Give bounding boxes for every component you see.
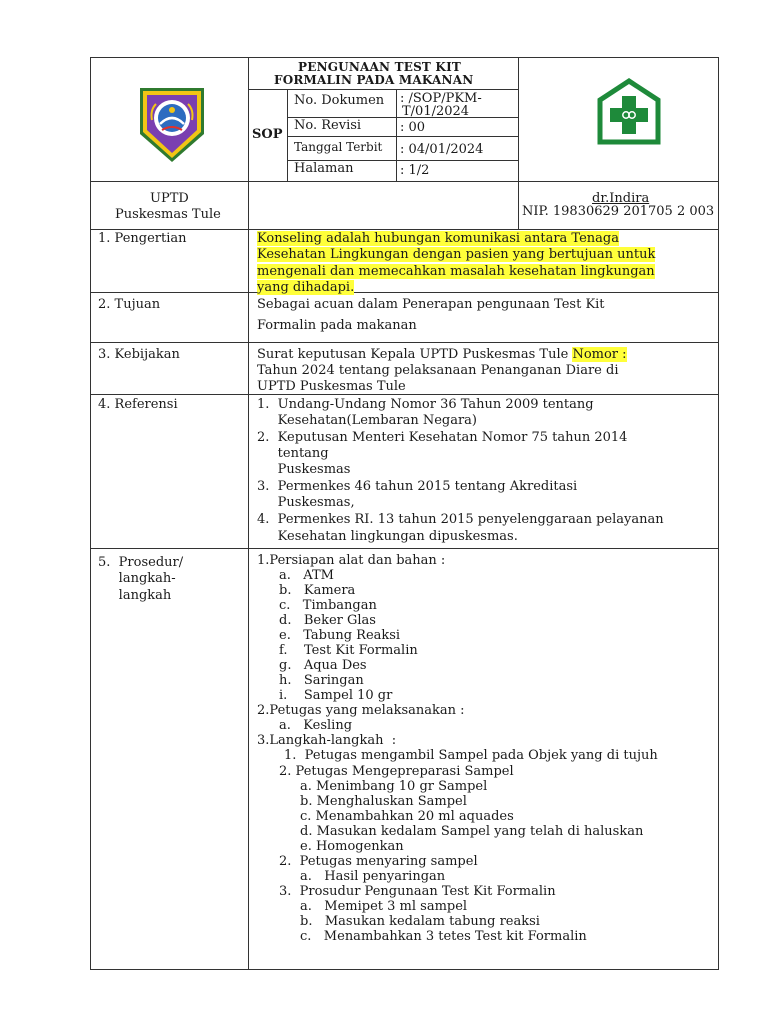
referensi-item: Kesehatan(Lembaran Negara)	[257, 413, 477, 428]
prosedur-heading: 1.Persiapan alat dan bahan :	[257, 553, 446, 568]
prosedur-substep: c. Menambahkan 3 tetes Test kit Formalin	[300, 929, 587, 944]
prosedur-step: 3. Prosudur Pengunaan Test Kit Formalin	[279, 884, 556, 899]
prosedur-item: c. Timbangan	[279, 598, 377, 613]
field-value-tanggal-terbit: : 04/01/2024	[400, 142, 484, 157]
pengertian-text: Kesehatan Lingkungan dengan pasien yang bertujuan untuk	[257, 247, 656, 262]
kebijakan-text: UPTD Puskesmas Tule	[257, 379, 406, 394]
divider	[90, 229, 719, 230]
referensi-item: 1. Undang-Undang Nomor 36 Tahun 2009 tentang	[257, 397, 594, 412]
table-border-right	[718, 57, 719, 970]
pengertian-text: yang dihadapi.	[257, 280, 355, 295]
tujuan-text: Sebagai acuan dalam Penerapan pengunaan Test Kit	[257, 297, 605, 312]
table-border-top	[90, 57, 719, 58]
table-border-left	[90, 57, 91, 970]
prosedur-heading: 3.Langkah-langkah :	[257, 733, 397, 748]
field-value-halaman: : 1/2	[400, 163, 430, 178]
divider	[90, 548, 719, 549]
pengertian-text: mengenali dan memecahkan masalah kesehatan lingkungan	[257, 264, 655, 279]
prosedur-item: g. Aqua Des	[279, 658, 367, 673]
referensi-item: tentang	[257, 446, 329, 461]
signer-nip: NIP. 19830629 201705 2 003	[522, 204, 715, 219]
prosedur-heading: 2.Petugas yang melaksanakan :	[257, 703, 465, 718]
section-label-pengertian: 1. Pengertian	[98, 231, 187, 246]
prosedur-substep: d. Masukan kedalam Sampel yang telah di haluskan	[300, 824, 644, 839]
prosedur-substep: b. Menghaluskan Sampel	[300, 794, 467, 809]
divider	[248, 89, 518, 90]
prosedur-step: 2. Petugas menyaring sampel	[279, 854, 478, 869]
table-border-bottom	[90, 969, 719, 970]
sop-label: SOP	[252, 127, 283, 142]
field-label-halaman: Halaman	[294, 161, 354, 176]
field-label-tanggal-terbit: Tanggal Terbit	[294, 140, 383, 154]
tujuan-text: Formalin pada makanan	[257, 318, 417, 333]
prosedur-step: 1. Petugas mengambil Sampel pada Objek yang di tujuh	[284, 748, 658, 763]
referensi-item: 4. Permenkes RI. 13 tahun 2015 penyelenggaraan pelayanan	[257, 512, 664, 527]
prosedur-substep: c. Menambahkan 20 ml aquades	[300, 809, 514, 824]
prosedur-item: f. Test Kit Formalin	[279, 643, 418, 658]
prosedur-substep: e. Homogenkan	[300, 839, 404, 854]
prosedur-step: 2. Petugas Mengepreparasi Sampel	[279, 764, 514, 779]
pengertian-text: Konseling adalah hubungan komunikasi antara Tenaga	[257, 231, 619, 246]
section-label-tujuan: 2. Tujuan	[98, 297, 161, 312]
regional-crest-logo	[134, 84, 210, 164]
field-label-no-dokumen: No. Dokumen	[294, 93, 385, 108]
divider	[90, 342, 719, 343]
prosedur-item: i. Sampel 10 gr	[279, 688, 393, 703]
field-value-no-dokumen: : /SOP/PKM-	[400, 91, 482, 106]
kebijakan-text: Tahun 2024 tentang pelaksanaan Penanganan Diare di	[257, 363, 619, 378]
document-title-line2: FORMALIN PADA MAKANAN	[274, 73, 474, 87]
divider	[287, 89, 288, 181]
divider	[90, 292, 719, 293]
prosedur-substep: a. Memipet 3 ml sampel	[300, 899, 468, 914]
section-label-referensi: 4. Referensi	[98, 397, 178, 412]
referensi-item: 3. Permenkes 46 tahun 2015 tentang Akreditasi	[257, 479, 578, 494]
field-value-no-dokumen-cont: T/01/2024	[402, 104, 470, 119]
org-name-line1: UPTD	[150, 191, 189, 206]
divider	[287, 136, 518, 137]
org-name-line2: Puskesmas Tule	[115, 207, 221, 222]
prosedur-substep: a. Menimbang 10 gr Sampel	[300, 779, 488, 794]
prosedur-item: h. Saringan	[279, 673, 364, 688]
field-label-no-revisi: No. Revisi	[294, 118, 362, 133]
prosedur-item: e. Tabung Reaksi	[279, 628, 401, 643]
referensi-item: Puskesmas	[257, 462, 351, 477]
referensi-item: Kesehatan lingkungan dipuskesmas.	[257, 529, 518, 544]
field-value-no-revisi: : 00	[400, 120, 426, 135]
prosedur-substep: a. Hasil penyaringan	[300, 869, 446, 884]
prosedur-item: a. Kesling	[279, 718, 353, 733]
prosedur-item: d. Beker Glas	[279, 613, 376, 628]
prosedur-substep: b. Masukan kedalam tabung reaksi	[300, 914, 540, 929]
puskesmas-logo	[596, 78, 662, 146]
referensi-item: 2. Keputusan Menteri Kesehatan Nomor 75 tahun 2014	[257, 430, 628, 445]
prosedur-item: b. Kamera	[279, 583, 356, 598]
section-label-prosedur: 5. Prosedur/	[98, 555, 184, 570]
kebijakan-text	[257, 347, 627, 362]
kebijakan-text-part: Surat keputusan Kepala UPTD Puskesmas Tule	[257, 347, 573, 362]
signer-name: dr.Indira	[592, 191, 650, 206]
divider	[396, 89, 397, 181]
divider	[90, 181, 719, 182]
kebijakan-nomor-highlight: Nomor :	[572, 347, 627, 362]
divider	[248, 57, 249, 970]
divider	[90, 394, 719, 395]
section-label-kebijakan: 3. Kebijakan	[98, 347, 180, 362]
document-title-line1: PENGUNAAN TEST KIT	[298, 60, 462, 74]
section-label-prosedur: langkah	[98, 588, 172, 603]
referensi-item: Puskesmas,	[257, 495, 355, 510]
divider	[518, 57, 519, 229]
section-label-prosedur: langkah-	[98, 571, 176, 586]
prosedur-item: a. ATM	[279, 568, 334, 583]
